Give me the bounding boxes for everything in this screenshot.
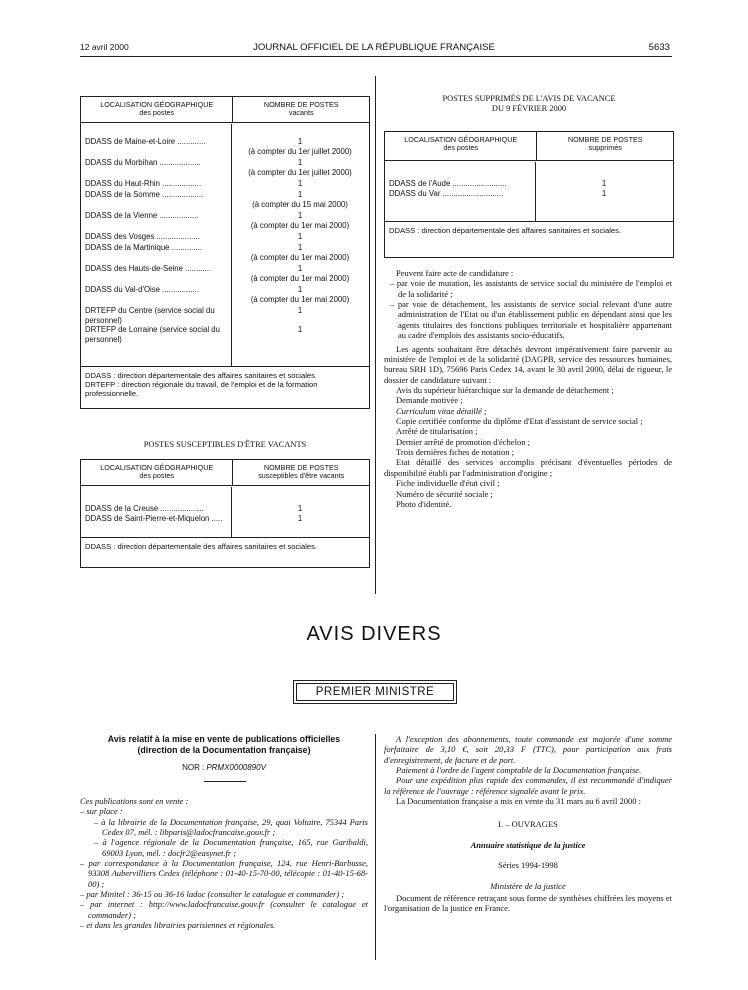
- avis-surcharge: A l'exception des abonnements, toute commande est majorée d'une somme forfaitaire de 3,10 €, soit 20,33 F (TTC), pour participation aux frais d'enregistrement, de facture et de port.: [384, 734, 672, 765]
- sales-point: – sur place :: [80, 806, 123, 817]
- table3-title-line2: DU 9 FÉVRIER 2000: [491, 103, 567, 113]
- sales-point: – et dans les grandes librairies parisiennes et régionales.: [80, 920, 276, 931]
- candidature-detachement: – par voie de détachement, les assistants de service social relevant d'une autre administration de l'Etat ou d'un établissement public en dépendant ainsi que les agents titulaires des fonctions publiques territoriale et hospitalière appartenant au cadre d'emplois des assistants socio-éducatifs.: [390, 299, 672, 341]
- annuaire-description: Document de référence retraçant sous forme de synthèses chiffrées les moyens et l'organisation de la justice en France.: [384, 892, 672, 914]
- dossier-item: Numéro de sécurité sociale ;: [396, 488, 493, 499]
- table1-count: 1: [297, 179, 303, 188]
- table1-location: DDASS de Maine-et-Loire .............: [85, 137, 206, 146]
- table1-row: [81, 179, 369, 190]
- table3-location: DDASS du Var ............................: [389, 188, 504, 198]
- avis-release-dates: La Documentation française a mis en vente du 31 mars au 6 avril 2000 :: [396, 796, 642, 807]
- table1-row: [81, 232, 369, 243]
- column-divider-bottom: [375, 734, 376, 960]
- journal-title: JOURNAL OFFICIEL DE LA RÉPUBLIQUE FRANÇAISE: [253, 42, 495, 53]
- table1-count: 1: [297, 211, 303, 220]
- table1-count: 1: [297, 306, 303, 315]
- table1-row: [81, 243, 369, 264]
- table1-notes: [81, 366, 369, 402]
- table1-count-cell: [233, 325, 367, 344]
- table1-count: 1: [297, 232, 303, 241]
- table1-count-cell: [233, 285, 367, 306]
- table1-count: 1: [297, 325, 303, 334]
- table1-location: DDASS des Vosges ....................: [85, 232, 200, 241]
- table1-count-cell: [233, 190, 367, 211]
- short-rule: [204, 781, 246, 782]
- table2-header-location: LOCALISATION GÉOGRAPHIQUE des postes: [81, 460, 233, 485]
- dossier-list: [384, 385, 672, 509]
- table2-row: [81, 514, 369, 524]
- table1-note-ddass: DDASS : direction départementale des affaires sanitaires et sociales.: [85, 371, 318, 380]
- table1-row: [81, 264, 369, 285]
- table3-title-line1: POSTES SUPPRIMÉS DE L'AVIS DE VACANCE: [442, 94, 616, 103]
- table3-header-location: LOCALISATION GÉOGRAPHIQUE des postes: [385, 132, 537, 160]
- table1-location: DDASS du Val-d'Oise .................: [85, 285, 200, 294]
- sales-point: – à la librairie de la Documentation française, 29, quai Voltaire, 75344 Paris Cedex 07, mél. : libparis@ladocfrancaise.gouv.fr ;: [94, 816, 368, 837]
- section-title: AVIS DIVERS: [306, 623, 442, 645]
- table1-location: DDASS de la Martinique ..............: [85, 243, 202, 252]
- table1-count: 1: [297, 285, 303, 294]
- dossier-item: Copie certifiée conforme du diplôme d'Etat d'assistant de service social ;: [396, 416, 643, 427]
- dossier-item: Curriculum vitae détaillé ;: [396, 405, 487, 416]
- table3-header-count: NOMBRE DE POSTES supprimés: [567, 135, 643, 153]
- table2-title: POSTES SUSCEPTIBLES D'ÊTRE VACANTS: [143, 440, 307, 449]
- table1-date-note: (à compter du 1er juillet 2000): [248, 167, 352, 177]
- table1-row: [81, 158, 369, 179]
- table1-count: 1: [297, 243, 303, 252]
- table3-count: 1: [601, 188, 607, 198]
- dossier-item: Arrêté de titularisation ;: [396, 426, 478, 437]
- avis-sales-points: [80, 806, 368, 930]
- table1-date-note: (à compter du 1er mai 2000): [250, 294, 350, 304]
- table2-row: [81, 504, 369, 514]
- dossier-item: Avis du supérieur hiérarchique sur la demande de détachement ;: [396, 384, 614, 395]
- heading-annuaire: Annuaire statistique de la justice: [470, 839, 586, 850]
- avis-title-line1: Avis relatif à la mise en vente de publications officielles: [107, 734, 341, 744]
- table1-count-cell: [233, 179, 367, 190]
- avis-left-column: [80, 734, 368, 931]
- page-number: 5633: [648, 42, 670, 53]
- dossier-item: Trois dernières fiches de notation ;: [396, 447, 514, 458]
- candidature-intro: Peuvent faire acte de candidature :: [396, 268, 514, 278]
- heading-ministere: Ministère de la justice: [490, 880, 566, 891]
- table1-count-cell: [233, 264, 367, 285]
- table1-date-note: (à compter du 1er juillet 2000): [248, 146, 352, 156]
- suppressed-posts-table: [384, 131, 674, 258]
- table1-body: [81, 137, 369, 344]
- table3-count: 1: [601, 179, 607, 188]
- table1-note-drtefp: DRTEFP : direction régionale du travail, de l'emploi et de la formation professionnelle.: [85, 380, 318, 399]
- table1-row: [81, 285, 369, 306]
- nor-reference: NOR : PRMX0000890V: [182, 763, 266, 773]
- table1-date-note: (à compter du 1er mai 2000): [250, 220, 350, 230]
- heading-series: Séries 1994-1998: [498, 860, 558, 871]
- table2-location: DDASS de la Creuse ....................: [85, 504, 204, 513]
- table1-row: [81, 137, 369, 158]
- sales-point: – à l'agence régionale de la Documentation française, 165, rue Garibaldi, 69003 Lyon, mél. : docfr2@easynet.fr ;: [94, 837, 368, 858]
- table1-row: [81, 306, 369, 325]
- vacant-posts-table: [80, 96, 370, 409]
- table3-row: [385, 179, 673, 189]
- heading-ouvrages: I. – OUVRAGES: [498, 818, 558, 829]
- avis-intro: Ces publications sont en vente :: [80, 795, 189, 806]
- table1-count-cell: [233, 232, 367, 243]
- page-date: 12 avril 2000: [80, 42, 129, 52]
- table1-count-cell: [233, 158, 367, 179]
- table1-location: DDASS de la Somme ...................: [85, 190, 204, 199]
- table1-count: 1: [297, 158, 303, 167]
- table3-note: DDASS : direction départementale des affaires sanitaires et sociales.: [385, 221, 673, 239]
- table1-date-note: (à compter du 15 mai 2000): [252, 199, 348, 209]
- table1-count: 1: [297, 137, 303, 146]
- dossier-item: Dernier arrêté de promotion d'échelon ;: [396, 436, 530, 447]
- table1-location: DDASS des Hauts-de-Seine ............: [85, 264, 212, 273]
- table1-row: [81, 211, 369, 232]
- table3-title: [384, 94, 674, 113]
- table1-count-cell: [233, 137, 367, 158]
- header-rule: [80, 56, 672, 57]
- table1-row: [81, 190, 369, 211]
- table2-location: DDASS de Saint-Pierre-et-Miquelon .....: [85, 513, 223, 523]
- table1-location: DDASS du Haut-Rhin ..................: [85, 179, 202, 188]
- candidature-mutation: – par voie de mutation, les assistants de service social du ministère de l'emploi et de la solidarité ;: [390, 278, 672, 299]
- table1-row: [81, 325, 369, 344]
- dossier-item: Etat détaillé des services accomplis précisant d'éventuelles périodes de disponibilité établi par l'administration d'origine ;: [384, 457, 672, 478]
- candidature-text: [384, 268, 672, 509]
- table1-count: 1: [297, 264, 303, 273]
- avis-shipping: Pour une expédition plus rapide des commandes, il est recommandé d'indiquer la référence de l'ouvrage : référence signalée avant le prix.: [384, 775, 672, 796]
- dossier-item: Fiche individuelle d'état civil ;: [396, 478, 500, 489]
- potential-vacancies-table: [80, 459, 370, 568]
- sales-point: – par correspondance à la Documentation française, 124, rue Henri-Barbusse, 93308 Aubervilliers Cedex (téléphone : 01-40-15-70-00, télécopie : 01-40-15-68-00) ;: [80, 858, 368, 889]
- table2-count: 1: [297, 504, 303, 513]
- avis-right-column: [384, 734, 672, 914]
- sales-point: – par internet : http://www.ladocfrancaise.gouv.fr (consulter le catalogue et commander) ;: [80, 899, 368, 920]
- avis-title: [80, 734, 368, 755]
- table1-header-location: LOCALISATION GÉOGRAPHIQUE des postes: [81, 97, 233, 122]
- sales-point: – par Minitel : 36-15 ou 36-16 ladoc (consulter le catalogue et commander) ;: [80, 889, 345, 900]
- avis-title-line2: (direction de la Documentation française): [137, 744, 311, 755]
- table1-location: DDASS de la Vienne ..................: [85, 211, 199, 220]
- table1-count-cell: [233, 211, 367, 232]
- ministry-box: PREMIER MINISTRE: [293, 680, 457, 704]
- table3-row: [385, 189, 673, 199]
- table1-header-count: NOMBRE DE POSTES vacants: [263, 100, 339, 118]
- table1-date-note: (à compter du 1er mai 2000): [250, 252, 350, 262]
- dossier-item: Photo d'identité.: [396, 498, 452, 509]
- table2-body: [81, 504, 369, 523]
- table2-count: 1: [297, 513, 303, 523]
- table1-date-note: (à compter du 1er mai 2000): [250, 273, 350, 283]
- avis-payment: Paiement à l'ordre de l'agent comptable de la Documentation française.: [396, 765, 642, 776]
- table1-location: DRTEFP du Centre (service social du personnel): [85, 306, 215, 325]
- table3-body: [385, 179, 673, 198]
- table1-count-cell: [233, 243, 367, 264]
- table3-location: DDASS de l'Aude .........................: [389, 179, 507, 188]
- column-divider-top: [375, 76, 376, 594]
- table1-count-cell: [233, 306, 367, 325]
- dossier-item: Demande motivée ;: [396, 395, 463, 406]
- table1-count: 1: [297, 190, 303, 199]
- table2-note: DDASS : direction départementale des affaires sanitaires et sociales.: [81, 537, 369, 555]
- table2-header-count: NOMBRE DE POSTES susceptibles d'être vacants: [258, 463, 345, 481]
- candidature-instructions: Les agents souhaitant être détachés devront impérativement faire parvenir au ministère de l'emploi et de la solidarité (DAGPB, service des ressources humaines, bureau SRH 1D), 75696 Paris Cedex 14, avant le 30 avril 2000, délai de rigueur, le dossier de candidature suivant :: [384, 343, 672, 385]
- table1-location: DRTEFP de Lorraine (service social du personnel): [85, 325, 220, 344]
- table1-location: DDASS du Morbihan ...................: [85, 158, 201, 167]
